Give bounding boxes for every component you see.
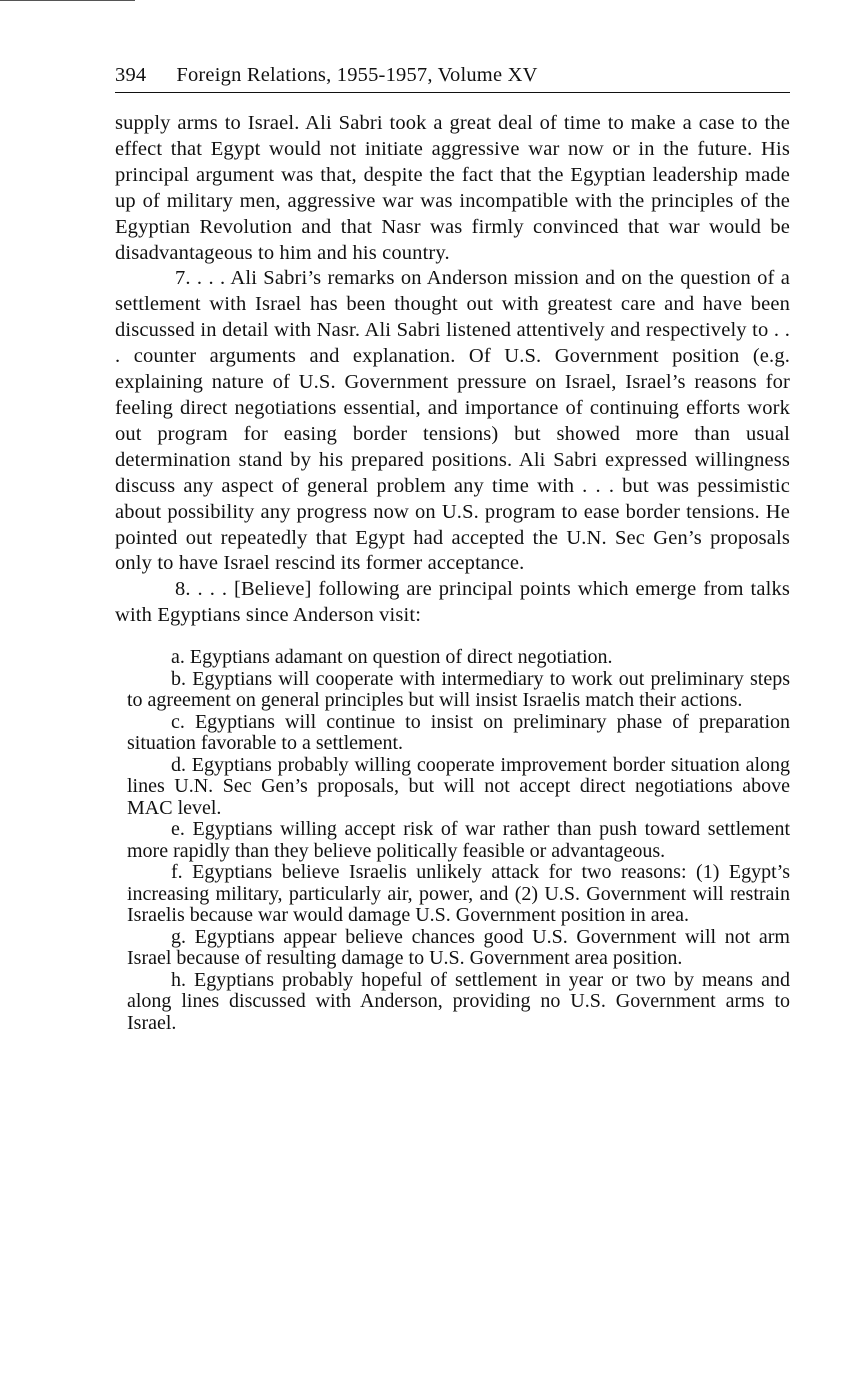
list-item: f. Egyptians believe Israelis unlikely attack for two reasons: (1) Egypt’s increasing military, particularly air, power, and (2) U.S. Government will restrain Israelis because war would damage U.S. Government position in area. xyxy=(127,861,790,927)
paragraph-8: 8. . . . [Believe] following are principal points which emerge from talks with Egyptians since Anderson visit: xyxy=(115,578,790,627)
list-item: b. Egyptians will cooperate with intermediary to work out preliminary steps to agreement on general principles but will insist Israelis match their actions. xyxy=(127,667,790,712)
running-header xyxy=(115,64,790,93)
page-number: 394 xyxy=(115,64,147,86)
list-item: a. Egyptians adamant on question of direct negotiation. xyxy=(171,646,613,669)
list-item: d. Egyptians probably willing cooperate improvement border situation along lines U.N. Sec Gen’s proposals, but will not accept direct negotiations above MAC level. xyxy=(127,753,790,819)
paragraph-7: 7. . . . Ali Sabri’s remarks on Anderson mission and on the question of a settlement with Israel has been thought out with greatest care and have been discussed in detail with Nasr. Ali Sabri listened attentively and respectively to . . . counter arguments and explanation. Of U.S. Government position (e.g. explaining nature of U.S. Government pressure on Israel, Israel’s reasons for feeling direct negotiations essential, and importance of continuing efforts work out program for easing border tensions) but showed more than usual determination stand by his prepared positions. Ali Sabri expressed willingness discuss any aspect of general problem any time with . . . but was pessimistic about possibility any progress now on U.S. program to ease border tensions. He pointed out repeatedly that Egypt had accepted the U.N. Sec Gen’s proposals only to have Israel rescind its former acceptance. xyxy=(115,267,790,575)
list-item: h. Egyptians probably hopeful of settlement in year or two by means and along lines discussed with Anderson, providing no U.S. Government arms to Israel. xyxy=(127,968,790,1034)
principal-points-list xyxy=(115,647,790,1034)
body-text xyxy=(115,111,790,629)
list-item: c. Egyptians will continue to insist on preliminary phase of preparation situation favorable to a settlement. xyxy=(127,710,790,755)
publication-title: Foreign Relations, 1955-1957, Volume XV xyxy=(176,64,538,86)
document-page xyxy=(115,64,790,1034)
list-item: g. Egyptians appear believe chances good U.S. Government will not arm Israel because of resulting damage to U.S. Government area position. xyxy=(127,925,790,970)
paragraph-continuation: supply arms to Israel. Ali Sabri took a great deal of time to make a case to the effect that Egypt would not initiate aggressive war now or in the future. His principal argument was that, despite the fact that the Egyptian leadership made up of military men, aggressive war was incompatible with the principles of the Egyptian Revolution and that Nasr was firmly convinced that war would be disadvantageous to him and his country. xyxy=(115,112,790,264)
list-item: e. Egyptians willing accept risk of war rather than push toward settlement more rapidly than they believe politically feasible or advantageous. xyxy=(127,818,790,862)
scan-edge-line xyxy=(0,0,135,1)
